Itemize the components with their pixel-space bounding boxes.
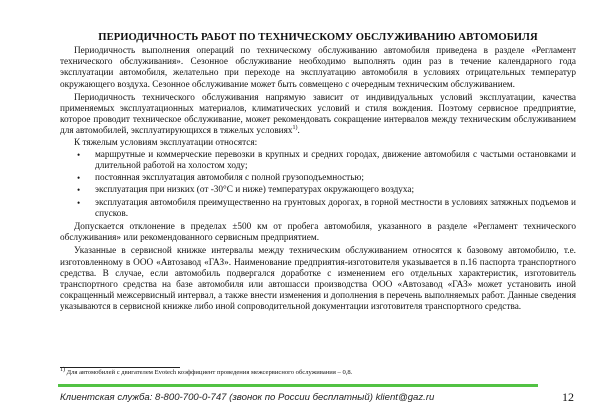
paragraph-conditions-end: . [297,126,300,137]
heavy-conditions-list [60,150,576,220]
paragraph-periodicity: Периодичность выполнения операций по техническому обслуживанию автомобиля приведена в разделе «Регламент технического обслуживания». Сезонное обслуживание необходимо выполнять один раз в течение календарного года эксплуатации автомобиля, желательно при переходе на эксплуатацию автомобиля в условиях отрицательных температур окружающего воздуха. Сезонное обслуживание может быть совмещено с очередным техническим обслуживанием. [60,46,576,90]
bullet-icon: • [77,149,81,160]
page-title: ПЕРИОДИЧНОСТЬ РАБОТ ПО ТЕХНИЧЕСКОМУ ОБСЛУЖИВАНИЮ АВТОМОБИЛЯ [98,32,538,43]
footnote-marker: 1) [60,366,65,373]
list-item [74,185,576,196]
page-number: 12 [562,390,574,404]
list-item-text: эксплуатация при низких (от -30°С и ниже) температурах окружающего воздуха; [95,185,415,196]
paragraph-heavy-conditions-intro: К тяжелым условиям эксплуатации относятся: [74,137,258,148]
footnote-text: Для автомобилей с двигателем Evotech коэффициент проведения межсервисного обслуживания – 0,8. [65,369,353,376]
list-item-text: маршрутные и коммерческие перевозки в крупных и средних городах, движение автомобиля с частыми остановками и длительной работой на холостом ходу; [95,149,576,172]
list-item [74,173,576,184]
bullet-icon: • [77,173,81,184]
footer-accent-line [58,384,538,387]
paragraph-conditions-text: Периодичность технического обслуживания напрямую зависит от индивидуальных условий эксплуатации, качества применяемых эксплуатационных материалов, климатических условий и стиля вождения. Поэтому сервисное предприятие, которое проводит техническое обслуживание, может рекомендовать сокращение интервалов между техническим обслуживанием для автомобилей, эксплуатирующихся в тяжелых условиях [60,92,576,137]
list-item [74,198,576,220]
bullet-icon: • [77,197,81,208]
bullet-icon: • [77,185,81,196]
footnote [60,366,353,377]
paragraph-conditions [60,93,576,138]
footnote-divider [60,367,180,368]
footnote-reference[interactable]: 1) [292,125,298,132]
list-item-text: эксплуатация автомобиля преимущественно на грунтовых дорогах, в горной местности в условиях затяжных подъемов и спусков. [95,197,576,219]
list-item [74,150,576,172]
paragraph-base-vehicle: Указанные в сервисной книжке интервалы между техническим обслуживанием относятся к базовому автомобилю, т.е. изготовленному в ООО «Автозавод «ГАЗ». Наименование предприятия-изготовителя указывается в п.16 паспорта транспортного средства. В случае, если автомобиль подвергался доработке с изменением его отдельных характеристик, изготовитель транспортного средства на базе автомобиля или автошасси производства ООО «Автозавод «ГАЗ» может установить иной сокращенный межсервисный интервал, а также внести изменения и дополнения в перечень выполняемых работ. Данные сведения указываются в сервисной книжке либо иной сопроводительной документации изготовителя транспортного средства. [60,246,576,313]
paragraph-deviation: Допускается отклонение в пределах ±500 км от пробега автомобиля, указанного в разделе «Регламент технического обслуживания» или рекомендованного сервисным предприятием. [60,222,576,244]
list-item-text: постоянная эксплуатация автомобиля с полной грузоподъемностью; [95,173,364,184]
footer-contact: Клиентская служба: 8-800-700-0-747 (звонок по России бесплатный) klient@gaz.ru [60,392,435,403]
